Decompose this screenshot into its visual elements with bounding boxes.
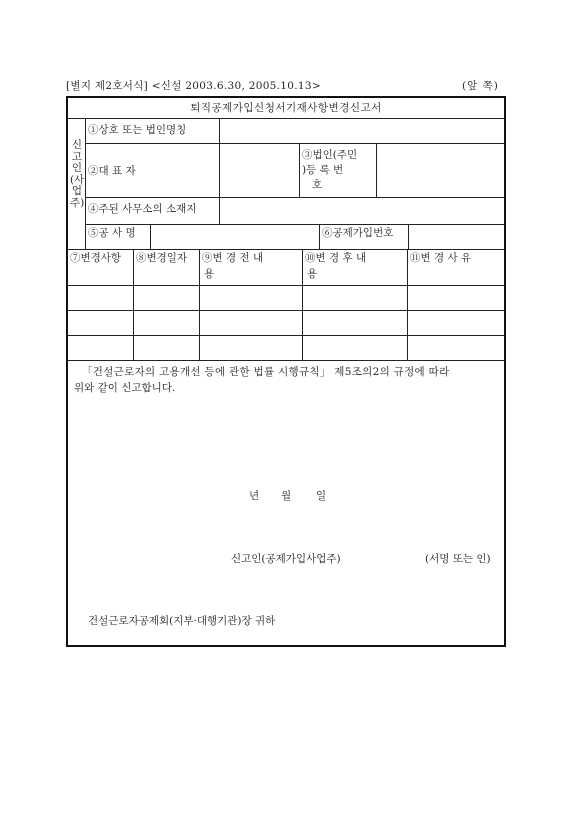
field-label-representative: ②대 표 자 [88,165,136,177]
representative-input[interactable] [220,144,298,196]
signer-label: 신고인(공제가입사업주) [231,553,341,565]
divider [85,118,86,249]
report-form [66,96,506,647]
form-title: 퇴직공제가입신청서기재사항변경신고서 [190,102,382,114]
registration-number-input[interactable] [377,144,504,196]
divider [299,143,300,197]
field-label-registration-number: ③법인(주민 [302,149,358,161]
change-row-3[interactable] [68,336,504,359]
company-name-input[interactable] [220,119,504,143]
col-header-change-date: ⑧변경일자 [136,252,188,264]
membership-number-input[interactable] [409,225,504,248]
declaration-text-cont: 위와 같이 신고합니다. [74,382,176,394]
col-header-after-content: ⑩변 경 후 내 [305,252,367,264]
field-label-office-address: ④주된 사무소의 소재지 [88,203,197,215]
col-header-before-content-cont: 용 [204,268,215,280]
date-day-label: 일 [316,490,327,502]
addressee: 건설근로자공제회(지부·대행기관)장 귀하 [88,615,276,627]
divider [319,224,320,249]
declaration-text: 「건설근로자의 고용개선 등에 관한 법률 시행규칙」 제5조의2의 규정에 따라 [82,366,450,378]
signature-hint: (서명 또는 인) [425,553,491,565]
field-label-project-name: ⑤공 사 명 [88,227,136,239]
change-row-1[interactable] [68,286,504,310]
divider [68,360,504,361]
office-address-input[interactable] [220,198,504,223]
reporter-side-label: 신고인(사업주) [70,139,85,209]
field-label-company-name: ①상호 또는 법인명칭 [88,124,187,136]
field-label-registration-number-end: 호 [312,179,323,191]
col-header-before-content: ⑨변 경 전 내 [202,252,264,264]
change-row-2[interactable] [68,311,504,335]
field-label-membership-number: ⑥공제가입번호 [322,227,394,239]
date-month-label: 월 [281,490,292,502]
col-header-change-reason: ⑪변 경 사 유 [410,252,472,264]
col-header-after-content-cont: 용 [307,268,318,280]
project-name-input[interactable] [151,225,318,248]
page-side-label: (앞 쪽) [462,80,499,92]
col-header-change-item: ⑦변경사항 [70,252,122,264]
field-label-registration-number-cont: )등 록 번 [302,164,344,176]
form-number-label: [별지 제2호서식] <신설 2003.6.30, 2005.10.13> [66,80,321,92]
date-year-label: 년 [249,490,260,502]
